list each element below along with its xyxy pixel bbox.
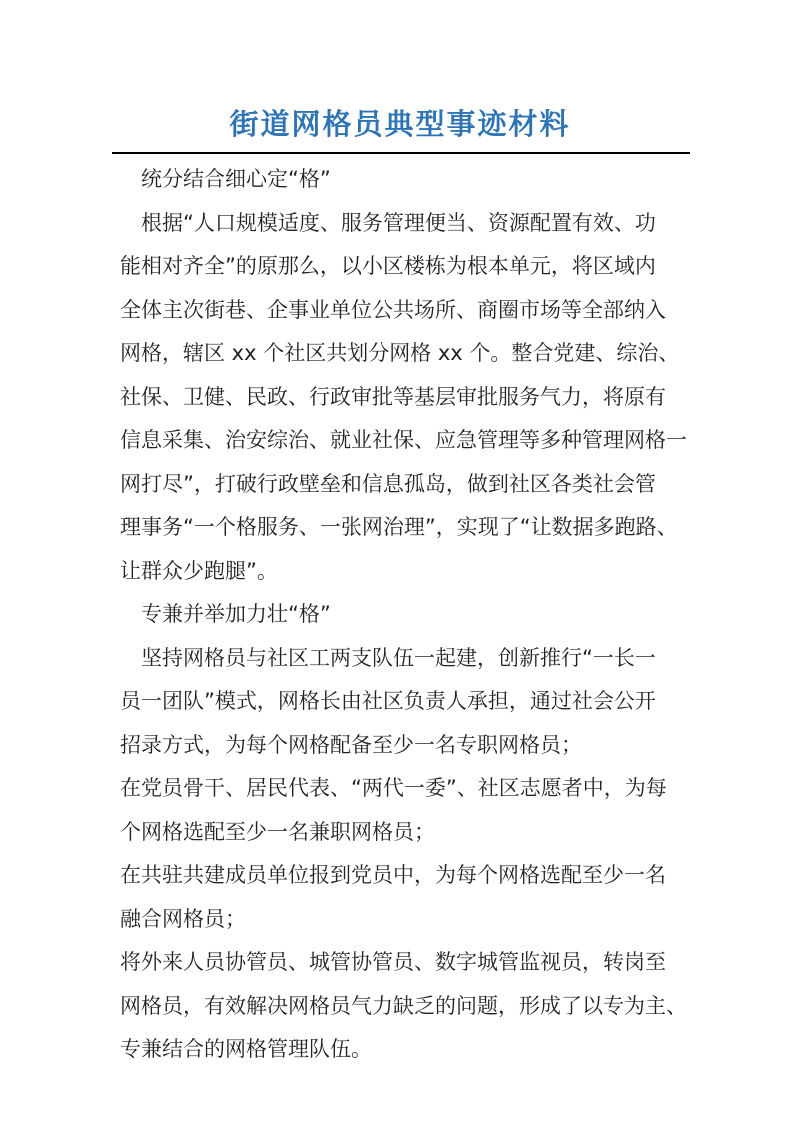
text-line: 让群众少跑腿”。 bbox=[120, 558, 278, 583]
text-line: 招录方式，为每个网格配备至少一名专职网格员； bbox=[120, 732, 582, 757]
text-line: 能相对齐全”的原那么，以小区楼栋为根本单元，将区域内 bbox=[120, 254, 656, 278]
text-line: 信息采集、治安综治、就业社保、应急管理等多种管理网格一 bbox=[120, 428, 687, 452]
document-title: 街道网格员典型事迹材料 bbox=[229, 107, 571, 141]
text-line: 专兼结合的网格管理队伍。 bbox=[120, 1037, 372, 1061]
text-line: 网打尽”，打破行政壁垒和信息孤岛，做到社区各类社会管 bbox=[120, 471, 656, 496]
document-body bbox=[120, 158, 690, 1072]
text-line: 在党员骨干、居民代表、“两代一委”、社区志愿者中，为每 bbox=[120, 776, 667, 800]
text-line: 员一团队”模式，网格长由社区负责人承担，通过社会公开 bbox=[120, 689, 656, 713]
text-line: 个网格选配至少一名兼职网格员； bbox=[120, 819, 435, 844]
text-line: 专兼并举加力壮“格” bbox=[141, 602, 331, 626]
text-line: 全体主次街巷、企事业单位公共场所、商圈市场等全部纳入 bbox=[120, 297, 666, 322]
text-line: 融合网格员； bbox=[120, 906, 246, 931]
title-divider bbox=[112, 152, 690, 154]
text-line: 根据“人口规模适度、服务管理便当、资源配置有效、功 bbox=[141, 210, 656, 235]
text-line: 网格员，有效解决网格员气力缺乏的问题，形成了以专为主、 bbox=[120, 993, 687, 1018]
text-line: 网格，辖区 xx 个社区共划分网格 xx 个。整合党建、综治、 bbox=[120, 341, 680, 365]
text-line: 理事务“一个格服务、一张网治理”，实现了“让数据多跑路、 bbox=[120, 515, 678, 539]
text-line: 将外来人员协管员、城管协管员、数字城管监视员，转岗至 bbox=[120, 950, 666, 974]
text-line: 坚持网格员与社区工两支队伍一起建，创新推行“一长一 bbox=[141, 645, 656, 670]
text-line: 在共驻共建成员单位报到党员中，为每个网格选配至少一名 bbox=[120, 863, 666, 887]
text-line: 统分结合细心定“格” bbox=[141, 167, 331, 191]
text-line: 社保、卫健、民政、行政审批等基层审批服务气力，将原有 bbox=[120, 384, 666, 409]
